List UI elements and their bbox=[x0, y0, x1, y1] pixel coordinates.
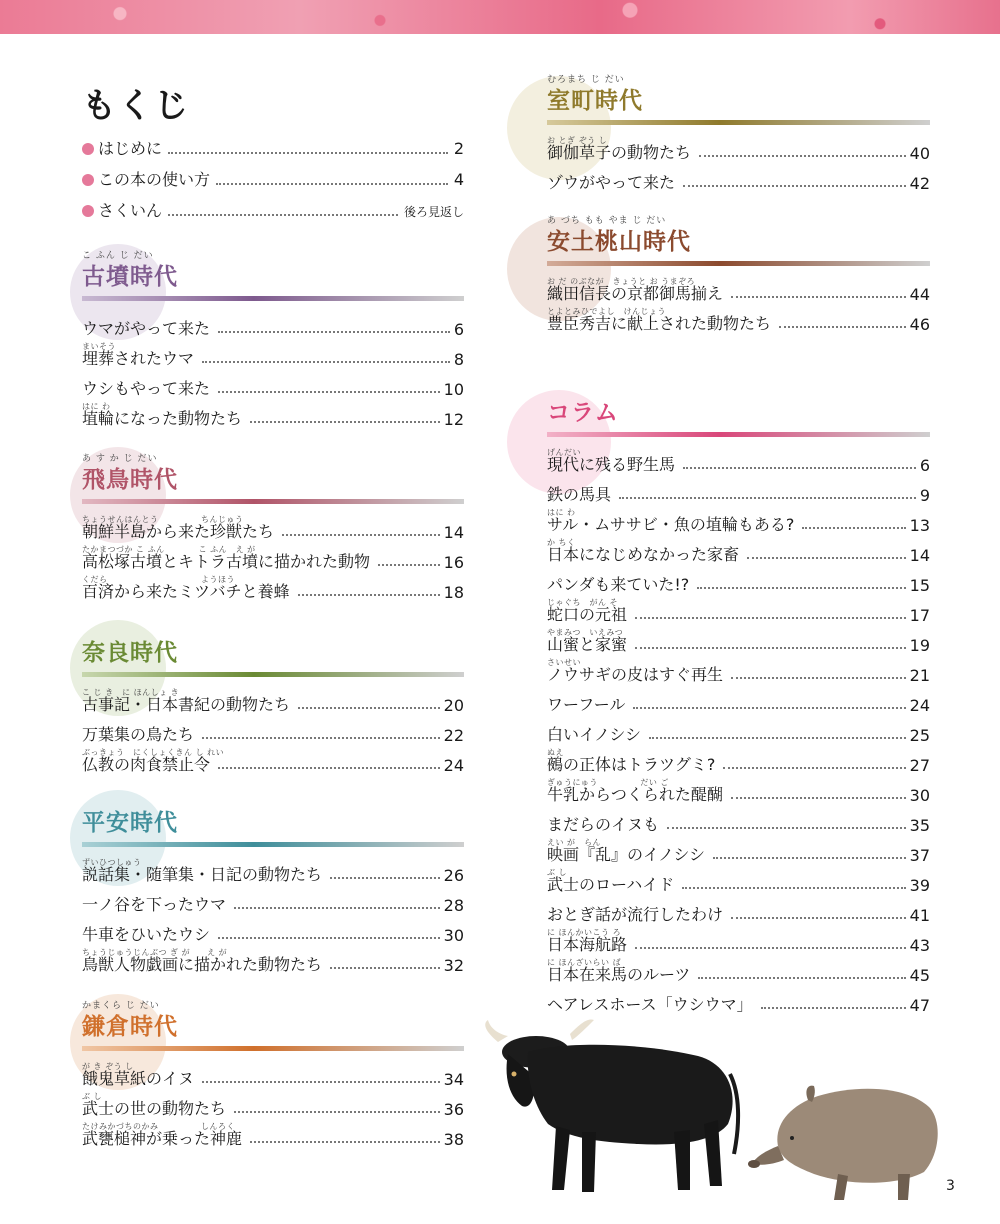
top-decorative-band bbox=[0, 0, 1000, 34]
toc-entry[interactable] bbox=[547, 745, 930, 775]
entry-title: ウマがやって来た bbox=[82, 319, 211, 338]
section-rule bbox=[82, 499, 464, 504]
entry-ruby: はに わ bbox=[82, 402, 111, 411]
entry-page: 41 bbox=[909, 906, 930, 925]
section-nara bbox=[82, 638, 464, 775]
entry-page: 36 bbox=[443, 1100, 464, 1119]
section-column bbox=[547, 398, 930, 1015]
leader-dots bbox=[747, 557, 906, 559]
toc-entry[interactable] bbox=[82, 685, 464, 715]
entry-title: 武士の世の動物たち bbox=[82, 1099, 227, 1118]
entry-ruby: お とぎ ぞう し bbox=[547, 136, 608, 145]
entry-page: 12 bbox=[443, 410, 464, 429]
boar-illustration bbox=[748, 1086, 938, 1200]
entry-ruby: とよとみひでよし けんじょう bbox=[547, 307, 666, 316]
leader-dots bbox=[698, 977, 905, 979]
page-number: 4 bbox=[453, 170, 464, 189]
leader-dots bbox=[619, 497, 916, 499]
entry-page: 46 bbox=[909, 315, 930, 334]
toc-entry[interactable] bbox=[82, 885, 464, 915]
entry-list bbox=[82, 309, 464, 429]
entry-title: 日本在来馬のルーツ bbox=[547, 965, 691, 984]
bull-illustration bbox=[485, 1020, 738, 1192]
toc-entry[interactable] bbox=[547, 835, 930, 865]
entry-ruby: が き ぞう し bbox=[82, 1062, 134, 1071]
entry-title: 織田信長の京都御馬揃え bbox=[547, 284, 724, 303]
entry-title: 武甕槌神が乗った神鹿 bbox=[82, 1129, 243, 1148]
entry-page: 17 bbox=[909, 606, 930, 625]
toc-entry[interactable] bbox=[547, 985, 930, 1015]
entry-title: ノウサギの皮はすぐ再生 bbox=[547, 665, 724, 684]
leader-dots bbox=[699, 155, 906, 157]
entry-page: 34 bbox=[443, 1070, 464, 1089]
entry-page: 25 bbox=[909, 726, 930, 745]
toc-entry[interactable] bbox=[82, 572, 464, 602]
entry-page: 19 bbox=[909, 636, 930, 655]
entry-page: 9 bbox=[919, 486, 930, 505]
toc-entry[interactable] bbox=[82, 1119, 464, 1149]
toc-entry[interactable] bbox=[82, 339, 464, 369]
toc-entry[interactable] bbox=[547, 925, 930, 955]
entry-title: ヘアレスホース「ウシウマ」 bbox=[547, 995, 753, 1014]
section-ruby: あ す か じ だい bbox=[82, 454, 158, 464]
toc-entry[interactable] bbox=[547, 715, 930, 745]
entry-page: 40 bbox=[909, 144, 930, 163]
entry-title: 蛇口の元祖 bbox=[547, 605, 628, 624]
entry-list bbox=[82, 855, 464, 975]
entry-title: 埋葬されたウマ bbox=[82, 349, 195, 368]
entry-page: 16 bbox=[443, 553, 464, 572]
entry-title: パンダも来ていた!? bbox=[547, 575, 690, 594]
entry-ruby: じゃぐち がん そ bbox=[547, 598, 619, 607]
entry-page: 24 bbox=[909, 696, 930, 715]
intro-item[interactable] bbox=[82, 167, 464, 198]
entry-page: 26 bbox=[443, 866, 464, 885]
entry-title: 牛車をひいたウシ bbox=[82, 925, 211, 944]
intro-item[interactable] bbox=[82, 136, 464, 167]
leader-dots bbox=[682, 887, 905, 889]
leader-dots bbox=[697, 587, 905, 589]
leader-dots bbox=[298, 594, 440, 596]
leader-dots bbox=[218, 391, 440, 393]
leader-dots bbox=[378, 564, 440, 566]
entry-ruby: さいせい bbox=[547, 658, 581, 667]
leader-dots bbox=[633, 707, 905, 709]
leader-dots bbox=[731, 296, 906, 298]
leader-dots bbox=[330, 967, 440, 969]
section-kofun bbox=[82, 251, 464, 429]
entry-title: 古事記・日本書紀の動物たち bbox=[82, 695, 291, 714]
entry-ruby: ずいひつしゅう bbox=[82, 858, 142, 867]
entry-title: 鉄の馬具 bbox=[547, 485, 612, 504]
entry-title: ゾウがやって来た bbox=[547, 173, 676, 192]
toc-entry[interactable] bbox=[547, 865, 930, 895]
entry-ruby: ちょうじゅうじんぶつ ぎ が え が bbox=[82, 948, 228, 957]
section-title: 安土桃山時代 bbox=[547, 229, 691, 255]
leader-dots bbox=[635, 617, 906, 619]
entry-ruby: たけみかづちのかみ しんろく bbox=[82, 1122, 235, 1131]
entry-ruby: ぶっきょう にくしょくきん し れい bbox=[82, 748, 225, 757]
toc-entry[interactable] bbox=[547, 505, 930, 535]
toc-entry[interactable] bbox=[547, 805, 930, 835]
entry-page: 43 bbox=[909, 936, 930, 955]
entry-ruby: まいそう bbox=[82, 342, 116, 351]
entry-ruby: たかまつづか こ ふん こ ふん え が bbox=[82, 545, 256, 554]
section-rule bbox=[82, 296, 464, 301]
page-number-footer: 3 bbox=[946, 1178, 955, 1194]
entry-title: 日本になじめなかった家畜 bbox=[547, 545, 740, 564]
leader-dots bbox=[298, 707, 440, 709]
entry-page: 14 bbox=[443, 523, 464, 542]
toc-entry[interactable] bbox=[82, 309, 464, 339]
leader-dots bbox=[202, 737, 440, 739]
entry-title: 白いイノシシ bbox=[547, 725, 642, 744]
section-asuka bbox=[82, 454, 464, 602]
toc-entry[interactable] bbox=[82, 399, 464, 429]
bullet-icon bbox=[82, 205, 94, 217]
leader-dots bbox=[779, 326, 906, 328]
entry-title: 一ノ谷を下ったウマ bbox=[82, 895, 227, 914]
entry-list bbox=[82, 512, 464, 602]
entry-page: 32 bbox=[443, 956, 464, 975]
section-title: コラム bbox=[547, 400, 619, 426]
entry-title: ウシもやって来た bbox=[82, 379, 211, 398]
section-ruby: あ づち もも やま じ だい bbox=[547, 216, 667, 226]
entry-title: サル・ムササビ・魚の埴輪もある? bbox=[547, 515, 795, 534]
entry-page: 27 bbox=[909, 756, 930, 775]
section-title: 平安時代 bbox=[82, 810, 178, 836]
section-title: 鎌倉時代 bbox=[82, 1014, 178, 1040]
toc-entry[interactable] bbox=[82, 512, 464, 542]
toc-entry[interactable] bbox=[547, 655, 930, 685]
leader-dots bbox=[731, 797, 906, 799]
intro-label: さくいん bbox=[98, 201, 163, 220]
leader-dots bbox=[250, 421, 440, 423]
entry-page: 45 bbox=[909, 966, 930, 985]
page-number: 後ろ見返し bbox=[403, 205, 464, 219]
entry-ruby: ちょうせんはんとう ちんじゅう bbox=[82, 515, 244, 524]
entry-ruby: はに わ bbox=[547, 508, 576, 517]
toc-entry[interactable] bbox=[547, 535, 930, 565]
entry-page: 30 bbox=[909, 786, 930, 805]
toc-entry[interactable] bbox=[82, 945, 464, 975]
entry-title: 高松塚古墳とキトラ古墳に描かれた動物 bbox=[82, 552, 371, 571]
leader-dots bbox=[282, 534, 440, 536]
toc-entry[interactable] bbox=[547, 685, 930, 715]
entry-title: 武士のローハイド bbox=[547, 875, 675, 894]
leader-dots bbox=[168, 152, 448, 154]
section-rule bbox=[82, 842, 464, 847]
entry-title: 現代に残る野生馬 bbox=[547, 455, 676, 474]
toc-entry[interactable] bbox=[547, 565, 930, 595]
toc-entry[interactable] bbox=[82, 1089, 464, 1119]
section-title: 飛鳥時代 bbox=[82, 467, 178, 493]
toc-entry[interactable] bbox=[82, 1059, 464, 1089]
intro-label: この本の使い方 bbox=[98, 170, 211, 189]
entry-ruby: お だ のぶなが きょうと お うまぞろ bbox=[547, 277, 696, 286]
entry-ruby: ぶ し bbox=[82, 1092, 103, 1101]
leader-dots bbox=[330, 877, 440, 879]
page-title: もくじ bbox=[82, 86, 190, 126]
toc-entry[interactable] bbox=[547, 133, 930, 163]
entry-ruby: に ほんかいこう ろ bbox=[547, 928, 622, 937]
entry-list bbox=[82, 685, 464, 775]
intro-list bbox=[82, 136, 464, 229]
entry-title: 牛乳からつくられた醍醐 bbox=[547, 785, 723, 804]
leader-dots bbox=[216, 183, 448, 185]
entry-page: 44 bbox=[909, 285, 930, 304]
entry-ruby: ぶ し bbox=[547, 868, 568, 877]
leader-dots bbox=[218, 767, 440, 769]
toc-entry[interactable] bbox=[547, 955, 930, 985]
entry-page: 24 bbox=[443, 756, 464, 775]
section-rule bbox=[82, 672, 464, 677]
section-title: 古墳時代 bbox=[82, 264, 178, 290]
entry-title: 日本海航路 bbox=[547, 935, 628, 954]
section-title: 奈良時代 bbox=[82, 640, 178, 666]
leader-dots bbox=[234, 907, 440, 909]
entry-ruby: に ほんざいらい ば bbox=[547, 958, 622, 967]
section-azuchi bbox=[547, 216, 930, 334]
entry-title: 豊臣秀吉に献上された動物たち bbox=[547, 314, 772, 333]
entry-page: 39 bbox=[909, 876, 930, 895]
section-heian bbox=[82, 808, 464, 975]
entry-page: 21 bbox=[909, 666, 930, 685]
toc-entry[interactable] bbox=[547, 163, 930, 193]
toc-entry[interactable] bbox=[82, 542, 464, 572]
leader-dots bbox=[218, 937, 440, 939]
entry-page: 18 bbox=[443, 583, 464, 602]
entry-ruby: えい が らん bbox=[547, 838, 602, 847]
leader-dots bbox=[168, 214, 398, 216]
entry-page: 15 bbox=[909, 576, 930, 595]
section-ruby: かまくら じ だい bbox=[82, 1001, 160, 1011]
entry-page: 22 bbox=[443, 726, 464, 745]
entry-page: 8 bbox=[453, 350, 464, 369]
section-muromachi bbox=[547, 75, 930, 193]
bullet-icon bbox=[82, 174, 94, 186]
entry-title: 御伽草子の動物たち bbox=[547, 143, 692, 162]
entry-title: 説話集・随筆集・日記の動物たち bbox=[82, 865, 323, 884]
section-rule bbox=[82, 1046, 464, 1051]
entry-title: 朝鮮半島から来た珍獣たち bbox=[82, 522, 275, 541]
entry-list bbox=[547, 274, 930, 334]
entry-title: まだらのイヌも bbox=[547, 815, 660, 834]
entry-title: ワーフール bbox=[547, 695, 626, 714]
entry-page: 28 bbox=[443, 896, 464, 915]
toc-entry[interactable] bbox=[547, 595, 930, 625]
entry-ruby: ぬえ bbox=[547, 748, 564, 757]
section-title: 室町時代 bbox=[547, 88, 643, 114]
toc-entry[interactable] bbox=[547, 445, 930, 475]
entry-ruby: げんだい bbox=[547, 448, 581, 457]
entry-page: 35 bbox=[909, 816, 930, 835]
entry-page: 20 bbox=[443, 696, 464, 715]
entry-title: 鵺の正体はトラツグミ? bbox=[547, 755, 716, 774]
entry-page: 6 bbox=[919, 456, 930, 475]
entry-title: 映画『乱』のイノシシ bbox=[547, 845, 706, 864]
entry-ruby: やまみつ いえみつ bbox=[547, 628, 624, 637]
leader-dots bbox=[713, 857, 906, 859]
entry-title: 万葉集の鳥たち bbox=[82, 725, 195, 744]
toc-entry[interactable] bbox=[547, 475, 930, 505]
entry-title: 仏教の肉食禁止令 bbox=[82, 755, 211, 774]
entry-list bbox=[82, 1059, 464, 1149]
entry-page: 30 bbox=[443, 926, 464, 945]
entry-title: おとぎ話が流行したわけ bbox=[547, 905, 724, 924]
leader-dots bbox=[667, 827, 906, 829]
entry-page: 37 bbox=[909, 846, 930, 865]
entry-page: 42 bbox=[909, 174, 930, 193]
entry-page: 14 bbox=[909, 546, 930, 565]
leader-dots bbox=[761, 1007, 906, 1009]
leader-dots bbox=[723, 767, 905, 769]
leader-dots bbox=[234, 1111, 440, 1113]
entry-page: 38 bbox=[443, 1130, 464, 1149]
section-ruby: むろまち じ だい bbox=[547, 75, 625, 85]
entry-page: 47 bbox=[909, 996, 930, 1015]
entry-title: 山蜜と家蜜 bbox=[547, 635, 628, 654]
section-rule bbox=[547, 432, 930, 437]
section-ruby: こ ふん じ だい bbox=[82, 251, 154, 261]
section-rule bbox=[547, 261, 930, 266]
intro-item[interactable] bbox=[82, 198, 464, 229]
toc-entry[interactable] bbox=[547, 304, 930, 334]
toc-entry[interactable] bbox=[82, 745, 464, 775]
leader-dots bbox=[635, 947, 906, 949]
toc-entry[interactable] bbox=[547, 775, 930, 805]
leader-dots bbox=[649, 737, 906, 739]
intro-label: はじめに bbox=[98, 139, 163, 158]
leader-dots bbox=[635, 647, 906, 649]
entry-title: 百済から来たミツバチと養蜂 bbox=[82, 582, 290, 601]
leader-dots bbox=[202, 1081, 440, 1083]
entry-title: 餓鬼草紙のイヌ bbox=[82, 1069, 195, 1088]
entry-page: 10 bbox=[443, 380, 464, 399]
toc-entry[interactable] bbox=[82, 715, 464, 745]
toc-entry[interactable] bbox=[547, 274, 930, 304]
entry-title: 埴輪になった動物たち bbox=[82, 409, 243, 428]
entry-ruby: ぎゅうにゅう だい ご bbox=[547, 778, 669, 787]
entry-page: 13 bbox=[909, 516, 930, 535]
leader-dots bbox=[731, 917, 906, 919]
leader-dots bbox=[202, 361, 450, 363]
toc-entry[interactable] bbox=[82, 915, 464, 945]
animal-illustrations bbox=[478, 1014, 948, 1204]
section-rule bbox=[547, 120, 930, 125]
toc-entry[interactable] bbox=[547, 895, 930, 925]
leader-dots bbox=[683, 467, 916, 469]
page-number: 2 bbox=[453, 139, 464, 158]
entry-title: 鳥獣人物戯画に描かれた動物たち bbox=[82, 955, 323, 974]
entry-page: 6 bbox=[453, 320, 464, 339]
entry-ruby: くだら ようほう bbox=[82, 575, 235, 584]
entry-ruby: か ちく bbox=[547, 538, 576, 547]
leader-dots bbox=[250, 1141, 440, 1143]
toc-entry[interactable] bbox=[547, 625, 930, 655]
leader-dots bbox=[731, 677, 906, 679]
entry-list bbox=[547, 445, 930, 1015]
toc-entry[interactable] bbox=[82, 369, 464, 399]
entry-ruby: こ じ き に ほんしょ き bbox=[82, 688, 180, 697]
section-kamakura bbox=[82, 1001, 464, 1149]
bullet-icon bbox=[82, 143, 94, 155]
entry-list bbox=[547, 133, 930, 193]
toc-entry[interactable] bbox=[82, 855, 464, 885]
leader-dots bbox=[683, 185, 906, 187]
leader-dots bbox=[802, 527, 905, 529]
leader-dots bbox=[218, 331, 450, 333]
